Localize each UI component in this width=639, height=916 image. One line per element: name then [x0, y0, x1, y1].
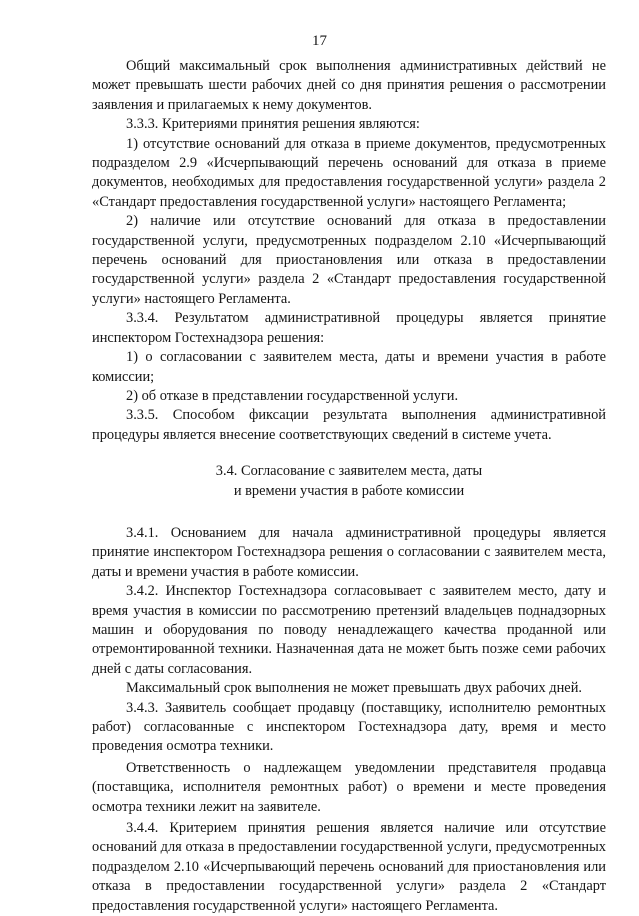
paragraph-3-3-5: 3.3.5. Способом фиксации результата выполнения административной процедуры является внесение соответствующих сведений в системе учета. — [92, 407, 606, 443]
paragraph-3-4-4: 3.4.4. Критерием принятия решения является наличие или отсутствие оснований для отказа в предоставлении государственной услуги, предусмотренных подразделом 2.10 «Исчерпывающий перечень оснований для приостановления или отказа в предоставлении государственной услуги» раздела 2 «Стандарт предоставления государственной услуги» настоящего Регламента. — [92, 820, 606, 914]
section-heading-3-4 — [92, 462, 606, 501]
paragraph-3-3-4: 3.3.4. Результатом административной процедуры является принятие инспектором Гостехнадзора решения: — [92, 310, 606, 346]
section-heading-line-2: и времени участия в работе комиссии — [233, 482, 465, 499]
document-body — [92, 57, 606, 916]
paragraph-3-4-3: 3.4.3. Заявитель сообщает продавцу (поставщику, исполнителю ремонтных работ) согласованные с инспектором Гостехнадзора дату, время и место проведения осмотра техники. — [92, 699, 606, 755]
paragraph-criterion-1: 1) отсутствие оснований для отказа в приеме документов, предусмотренных подразделом 2.9 «Исчерпывающий перечень оснований для отказа в приеме документов, необходимых для предоставления государственной услуги» раздела 2 «Стандарт предоставления государственной услуги» настоящего Регламента; — [92, 135, 606, 210]
paragraph-responsibility: Ответственность о надлежащем уведомлении представителя продавца (поставщика, исполнителя ремонтных работ) о времени и месте проведения осмотра техники лежит на заявителе. — [92, 759, 606, 815]
paragraph-criterion-2: 2) наличие или отсутствие оснований для отказа в предоставлении государственной услуги, предусмотренных подразделом 2.10 «Исчерпывающий перечень оснований для приостановления или отказа в предоставлении государственной услуги» раздела 2 «Стандарт предоставления государственной услуги» настоящего Регламента. — [92, 213, 606, 307]
paragraph-result-1: 1) о согласовании с заявителем места, даты и времени участия в работе комиссии; — [92, 349, 606, 385]
paragraph-max-term-2: Максимальный срок выполнения не может превышать двух рабочих дней. — [126, 680, 582, 697]
paragraph-3-3-3: 3.3.3. Критериями принятия решения являются: — [126, 116, 420, 133]
paragraph-3-4-2: 3.4.2. Инспектор Гостехнадзора согласовывает с заявителем место, дату и время участия в комиссии по рассмотрению претензий владельцев поднадзорных машин и оборудования по поводу ненадлежащего качества проданной или отремонтированной техники. Назначенная дата не может быть позже семи рабочих дней с даты согласования. — [92, 583, 606, 677]
paragraph-3-4-1: 3.4.1. Основанием для начала административной процедуры является принятие инспектором Гостехнадзора решения о согласовании с заявителем места, даты и времени участия в работе комиссии. — [92, 524, 606, 580]
paragraph-result-2: 2) об отказе в представлении государственной услуги. — [126, 387, 459, 404]
paragraph-max-term: Общий максимальный срок выполнения административных действий не может превышать шести рабочих дней со дня принятия решения о рассмотрении заявления и прилагаемых к нему документов. — [92, 58, 606, 113]
section-heading-line-1: 3.4. Согласование с заявителем места, даты — [215, 463, 483, 480]
page-number: 17 — [312, 33, 327, 49]
